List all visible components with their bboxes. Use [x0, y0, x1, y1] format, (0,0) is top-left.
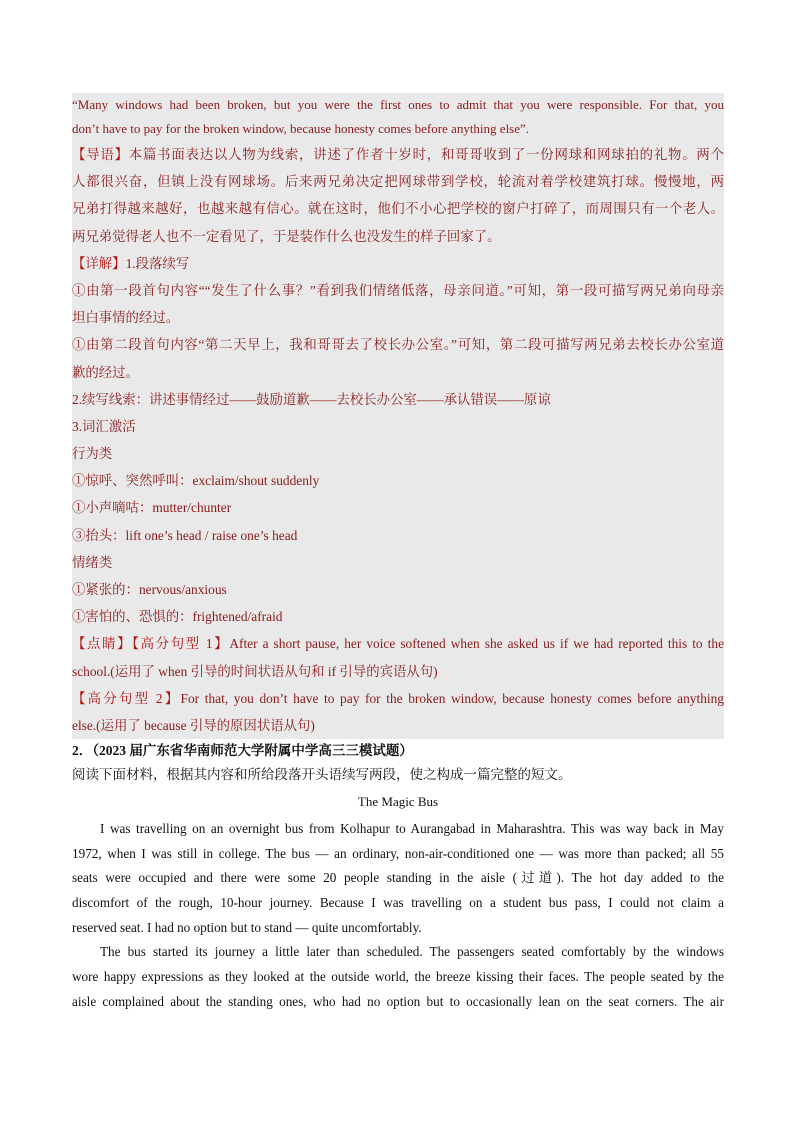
detail-point2-line-1: ①由第二段首句内容“第二天早上，我和哥哥去了校长办公室。”可知，第二段可描写两兄弟去校长办公室道: [72, 337, 724, 353]
question-number: 2．: [72, 743, 93, 758]
emotion-item-1: ①紧张的：nervous/anxious: [72, 582, 227, 597]
para1-line-2: 1972, when I was still in college. The bus — an ordinary, non-air-conditioned one — was more than packed; all 55: [72, 845, 724, 861]
guide-line-1: [72, 141, 724, 168]
sentence2-cont: else.(运用了 because 引导的原因状语从句): [72, 717, 315, 733]
highlight-tag: 【点睛】: [72, 636, 133, 652]
sentence1-cont: school.(运用了 when 引导的时间状语从句和 if 引导的宾语从句): [72, 663, 438, 679]
continuation-clue: 2.续写线索：讲述事情经过——鼓励道歉——去校长办公室——承认错误——原谅: [72, 391, 551, 407]
action-item-3: ③抬头：lift one’s head / raise one’s head: [72, 527, 298, 543]
para1-line-3: seats were occupied and there were some 20 people standing in the aisle (过道). The hot day added to the: [72, 870, 724, 886]
question-instruction: 阅读下面材料，根据其内容和所给段落开头语续写两段，使之构成一篇完整的短文。: [72, 767, 572, 782]
emotion-item-2: ①害怕的、恐惧的：frightened/afraid: [72, 609, 283, 625]
vocab-heading: 3.词汇激活: [72, 418, 136, 434]
detail-tag: 【详解】: [72, 255, 126, 271]
para1-line-4: discomfort of the rough, 10-hour journey. Because I was travelling on a student bus pass, I could not claim a: [72, 895, 724, 911]
highlight-sentence1-line: [72, 630, 724, 657]
para2-line-2: wore happy expressions as they looked at the outside world, the breeze kissing their faces. The people seated by the: [72, 969, 724, 985]
detail-heading-line: [72, 250, 724, 277]
para1-line-5: reserved seat. I had no option but to stand — quite uncomfortably.: [72, 919, 422, 935]
detail-point1-line-2: 坦白事情的经过。: [72, 310, 180, 326]
question-2-header: [72, 739, 724, 763]
detail-heading: 1.段落续写: [125, 255, 190, 271]
para2-line-1: The bus started its journey a little later than scheduled. The passengers seated comfortably by the windows: [100, 944, 724, 960]
action-heading: 行为类: [72, 446, 113, 462]
guide-line-4: 两兄弟觉得老人也不一定看见了，于是装作什么也没发生的样子回家了。: [72, 228, 501, 244]
sentence2-tag: 【高分句型 2】: [72, 690, 181, 706]
quote-line-2: don’t have to pay for the broken window, because honesty comes before anything else”.: [72, 121, 530, 136]
question-source: （2023 届广东省华南师范大学附属中学高三三模试题）: [92, 743, 413, 758]
answer-analysis-block: [72, 93, 724, 739]
guide-tag: 【导语】: [72, 147, 129, 162]
detail-point2-line-2: 歉的经过。: [72, 364, 139, 380]
sentence1-tag: 【高分句型 1】: [132, 636, 230, 652]
sentence2-text: For that, you don’t have to pay for the broken window, because honesty comes before anything: [180, 690, 724, 706]
action-item-1: ①惊呼、突然呼叫：exclaim/shout suddenly: [72, 473, 320, 489]
quote-line-1: “Many windows had been broken, but you were the first ones to admit that you were responsible. For that, you: [72, 97, 724, 112]
highlight-sentence2-line: [72, 685, 724, 712]
sentence1-text: After a short pause, her voice softened when she asked us if we had reported this to the: [229, 636, 724, 652]
action-item-2: ①小声嘀咕：mutter/chunter: [72, 500, 232, 516]
para1-line-1: I was travelling on an overnight bus from Kolhapur to Aurangabad in Maharashtra. This was way back in May: [100, 821, 724, 836]
guide-text-1: 本篇书面表达以人物为线索，讲述了作者十岁时，和哥哥收到了一份网球和网球拍的礼物。两个: [128, 147, 724, 162]
question-2: [72, 739, 724, 1015]
para2-line-3: aisle complained about the standing ones, who had no option but to occasionally lean on the seat corners. The air: [72, 993, 724, 1009]
detail-point1-line-1: ①由第一段首句内容““发生了什么事？”看到我们情绪低落，母亲问道。”可知，第一段可描写两兄弟向母亲: [72, 282, 724, 298]
passage-title: The Magic Bus: [357, 794, 439, 809]
guide-line-2: 人都很兴奋，但镇上没有网球场。后来两兄弟决定把网球带到学校，轮流对着学校建筑打球。慢慢地，两: [72, 174, 724, 190]
emotion-heading: 情绪类: [72, 554, 113, 570]
guide-line-3: 兄弟打得越来越好，也越来越有信心。就在这时，他们不小心把学校的窗户打碎了，而周围只有一个老人。: [72, 201, 724, 217]
